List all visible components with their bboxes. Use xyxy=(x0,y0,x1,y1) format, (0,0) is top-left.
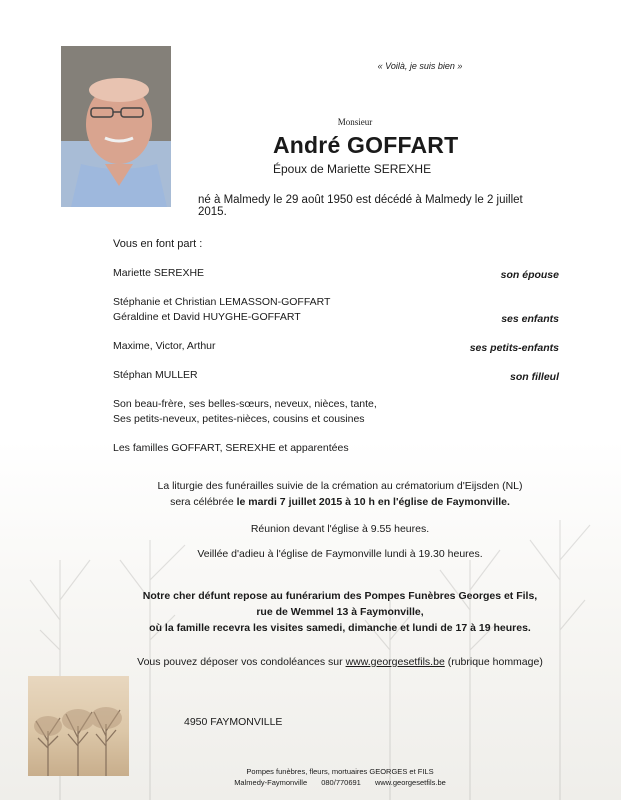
announcement-intro: Vous en font part : xyxy=(113,238,203,250)
portrait-figure xyxy=(61,46,171,207)
rest-info-line: rue de Wemmel 13 à Faymonville, xyxy=(256,606,424,618)
reunion-info: Réunion devant l'église à 9.55 heures. xyxy=(250,523,430,535)
rest-info-line: Notre cher défunt repose au funérarium des Pompes Funèbres Georges et Fils, xyxy=(142,590,538,602)
family-role: ses petits-enfants xyxy=(469,342,559,354)
epitaph-quote: « Voilà, je suis bien » xyxy=(377,61,463,71)
deceased-name: André GOFFART xyxy=(273,132,459,158)
trees-thumbnail-illustration xyxy=(28,676,129,776)
rest-info-line: où la famille recevra les visites samedi, dimanche et lundi de 17 à 19 heures. xyxy=(149,622,531,634)
spouse-line: Époux de Mariette SEREXHE xyxy=(273,162,432,176)
ceremony-line-2 xyxy=(100,494,580,510)
family-row xyxy=(113,266,559,281)
family-names: Maxime, Victor, Arthur xyxy=(113,340,216,352)
condolences-text: Vous pouvez déposer vos condoléances sur xyxy=(137,656,346,668)
family-names: Stéphan MULLER xyxy=(113,369,198,381)
extended-family-line: Son beau-frère, ses belles-sœurs, neveux, nièces, tante, xyxy=(113,398,377,410)
extended-family xyxy=(113,397,543,427)
condolences-suffix: (rubrique hommage) xyxy=(444,656,543,668)
ceremony-line-2-plain: sera célébrée xyxy=(170,496,237,508)
extended-family-line: Ses petits-neveux, petites-nièces, cousins et cousines xyxy=(113,413,365,425)
vigil-info: Veillée d'adieu à l'église de Faymonville lundi à 19.30 heures. xyxy=(197,548,483,560)
family-names: Mariette SEREXHE xyxy=(113,267,205,279)
condolences-link[interactable]: www.georgesetfils.be xyxy=(345,656,445,668)
family-row xyxy=(113,339,559,354)
family-row xyxy=(113,295,559,325)
footer-phone: 080/770691 xyxy=(321,778,361,787)
honorific: Monsieur xyxy=(337,117,373,127)
footer-line-1: Pompes funèbres, fleurs, mortuaires GEORGES et FILS xyxy=(246,767,434,776)
address: 4950 FAYMONVILLE xyxy=(184,716,283,728)
ceremony-info xyxy=(100,478,580,510)
ceremony-line-2-bold: le mardi 7 juillet 2015 à 10 h en l'église de Faymonville. xyxy=(236,496,510,508)
footer-website[interactable]: www.georgesetfils.be xyxy=(374,778,446,787)
birth-death-line: né à Malmedy le 29 août 1950 est décédé à Malmedy le 2 juillet 2015. xyxy=(198,194,523,218)
rest-info xyxy=(100,588,580,636)
family-role: ses enfants xyxy=(501,313,559,325)
families-line: Les familles GOFFART, SEREXHE et apparentées xyxy=(113,442,349,454)
family-role: son épouse xyxy=(500,269,559,281)
family-row xyxy=(113,368,559,383)
ceremony-line-1: La liturgie des funérailles suivie de la crémation au crématorium d'Eijsden (NL) xyxy=(157,480,523,492)
family-names: Géraldine et David HUYGHE-GOFFART xyxy=(113,311,301,323)
footer-line-2 xyxy=(210,777,470,788)
funeral-home-footer xyxy=(210,766,470,788)
footer-city: Malmedy-Faymonville xyxy=(234,778,308,787)
trees-thumbnail xyxy=(28,676,129,776)
family-names: Stéphanie et Christian LEMASSON-GOFFART xyxy=(113,296,331,308)
condolences-line xyxy=(100,654,580,670)
portrait-photo xyxy=(61,46,171,207)
family-role: son filleul xyxy=(509,371,559,383)
